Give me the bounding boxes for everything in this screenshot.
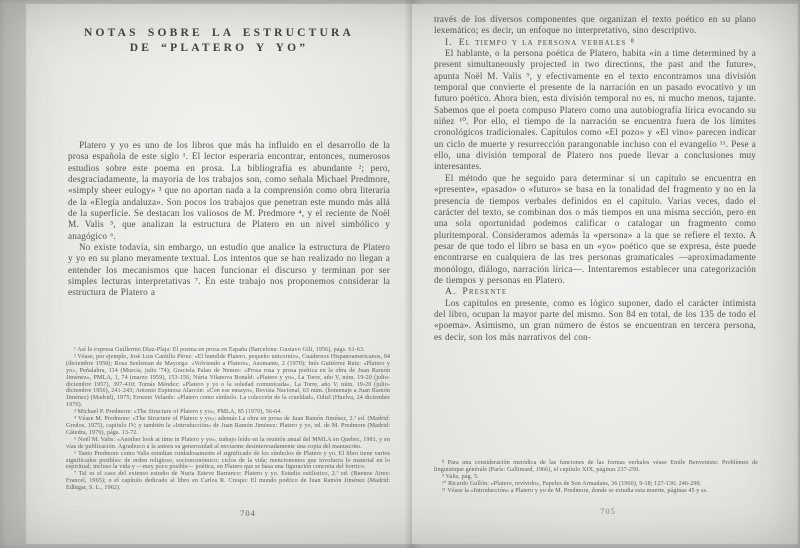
left-page [26,4,412,544]
footnote: ² Véase, por ejemplo, José Luis Cantillo Pérez: «El humilde Platero, pequeño unicornio», Cuadernos Hispanoamericanos, 94 (diciembre 1958); Rosa Seeleman de Mayorga: «Volviendo a Platero», Asomante, 2 (1970); Inés Gutiérrez Ruiz: «Platero y yo», Peñalabra, 114 (Murcia, julio '74); Graciela Palau de Nemes: «Prosa rosa y prosa poética en la obra de Juan Ramón Jiménez», PMLA, 1, 74 (marzo 1959), 153-156; Núria Vilanova Bonald: «Platero y yo», La Torre, año V, núm. 19-20 (julio-diciembre 1957), 397-410; Tomás Méndez: «Platero y yo o la soledad comunicada», La Torre, año V, núm. 19-20 (julio-diciembre 1956), 241-243; Antonio Espinosa Alarcón: «Con ese ensayo», Revista Nacional, 63 núm. (homenaje a Juan Ramón Jiménez) (Madrid), 1975; Ernesto Velarde: «Platero como símbolo. La colección de la crueldad», Odiel (Huelva, 24 diciembre 1970). [66,353,390,409]
paragraph: El método que he seguido para determinar si un capítulo se encuentra en «presente», «pasado» o «futuro» se basa en la tonalidad del fragmento y no en la presencia de tiempos verbales definidos en el capítulo. Varias veces, dado el carácter del texto, se combinan dos o más tiempos en una misma sección, pero en una sola oportunidad podemos calificar o catalogar un fragmento como pluritemporal. Consideramos además la «persona» a la que se refiere el texto. A pesar de que todo el libro se basa en un «yo» poético que se expresa, éste puede encontrarse en cualquiera de las tres personas gramaticales —aproximadamente monólogo, diálogo, narración lírica—. Intentaremos establecer una categorización de tiempos y personas en Platero. [434,172,756,285]
paragraph: El hablante, o la persona poética de Platero, habita «in a time determined by a present simultaneously projected in two directions, the past and the future», apunta Noël M. Valis ⁹, y efectivamente en el texto encontramos una división temporal que convierte el presente de la narración en un pasado evocativo y un futuro poético. Ahora bien, esta división temporal no es, ni mucho menos, tajante. Sabemos que el poeta compuso Platero como una autobiografía lírica evocando su niñez ¹⁰. Por ello, el tiempo de la narración se encuentra fuera de los límites cronológicos tradicionales. Capítulos como «El pozo» y «El vino» parecen indicar un ciclo de muerte y resurrección parangonable incluso con el evangelio ¹¹. Pese a ello, una división temporal de Platero nos puede llevar a conclusiones muy interesantes. [434,48,756,172]
paragraph: Los capítulos en presente, como es lógico suponer, dado el carácter intimista del libro, ocupan la mayor parte del mismo. Son 84 en total, de los 135 de todo el «poema». Asimismo, un gran número de éstos se encuentran en tercera persona, es decir, son los más narrativos del con- [434,297,756,342]
footnote: ⁵ Noël M. Valis: «Another look at time in Platero y yo», trabajo leído en la reunión anual del MMLA en Quebec, 1981, y en vías de publicación. Agradezco a la autora su generosidad al enviarme desinteresadamente una copia del manuscrito. [66,436,390,450]
left-page-body [68,140,390,299]
footnote: ⁹ Valis, pág. 5. [442,473,479,480]
right-page [412,4,798,544]
article-title-line2: DE “PLATERO Y YO” [129,42,309,54]
footnote: ¹ Así lo expresa Guillermo Díaz-Plaja: El poema en prosa en España (Barcelona: Gustavo Gili, 1956), págs. 61-63. [74,347,365,353]
footnote: ⁷ Tal es el caso del extenso estudio de Nuria Esteve Barranco: Platero y yo. Estudio estilístico, 2.ª ed. (Buenos Aires: Francel, 1965); o el capítulo dedicado al libro en Carlos R. Crespo: El mundo poético de Juan Ramón Jiménez (Madrid: Edhigar, S. L., 1962). [66,471,390,492]
footnote: ⁸ Para una consideración metódica de las funciones de las formas verbales véase Emile Benveniste: Problèmes de linguistique générale (París: Gallimard, 1966), el capítulo XIX, páginas 237-250. [434,460,758,473]
article-title [46,26,392,56]
page-number: 705 [600,506,616,516]
footnote: ¹¹ Véase la «Introducción» a Platero y yo de M. Predmore, donde se estudia esta muerte, páginas 45 y ss. [442,487,708,494]
page-number: 704 [240,508,256,518]
section-heading-tiempo-persona: I. El tiempo y la persona verbales ⁸ [445,36,635,48]
article-title-line1: NOTAS SOBRE LA ESTRUCTURA [84,27,354,39]
section-heading-presente: A. Presente [445,286,508,298]
right-page-footnotes [434,460,758,495]
paragraph: No existe todavía, sin embargo, un estudio que analice la estructura de Platero y yo en su plano meramente textual. Los intentos que se han realizado no llegan a entender los mecanismos que hacen funcionar el discurso y terminan por ser simples lecturas interpretativas ⁷. En este trabajo nos proponemos considerar la estructura de Platero a [68,242,390,298]
footnote: ¹⁰ Ricardo Gullón: «Platero, revivido», Papeles de Son Armadans, 36 (1960), 9-18; 127-136; 246-290. [442,480,702,487]
right-page-body [434,14,756,343]
paragraph: Platero y yo es uno de los libros que más ha influido en el desarrollo de la prosa española de este siglo ¹. El lector esperaría encontrar, entonces, numerosos estudios sobre este poema en prosa. La bibliografía es abundante ²; pero, desgraciadamente, la mayoría de los trabajos son, como señala Michael Predmore, «simply sheer eulogy» ³ que no aportan nada a la comprensión como obra literaria de la «Elegía andaluza». Son pocos los trabajos que penetran este mundo más allá de la superficie. Se destacan los valiosos de M. Predmore ⁴, y el reciente de Noël M. Valis ⁵, que analizan la estructura de Platero en un nivel simbólico y anagógico ⁶. [68,140,390,241]
footnote: ⁴ Véase M. Predmore: «The Structure of Platero y yo»; además La obra en prosa de Juan Ramón Jiménez, 2.ª ed. (Madrid: Gredos, 1975), capítulo IV; y también la «Introducción» de Juan Ramón Jiménez: Platero y yo, ed. de M. Predmore (Madrid: Cátedra, 1979), págs. 13-72. [66,416,390,436]
footnote: ⁶ Tanto Predmore como Valis estudian cuidadosamente el significado de los símbolos de Platero y yo. El libro tiene varios significados posibles: de orden religioso, socioeconómico; ciclos de la vida; mencionemos que involucra lo material en lo espiritual; incluso la vida y —muy poco posible— poética, en Platero que se basa una figuración concreta del borrico. [66,450,390,471]
footnote: ³ Michael P. Predmore: «The Structure of Platero y yo», PMLA, 85 (1970), 56-64. [74,409,283,416]
left-page-footnotes [66,347,390,492]
paragraph: través de los diversos componentes que organizan el texto poético en su plano lexemático; es decir, un enfoque no interpretativo, sino descriptivo. [434,14,756,36]
